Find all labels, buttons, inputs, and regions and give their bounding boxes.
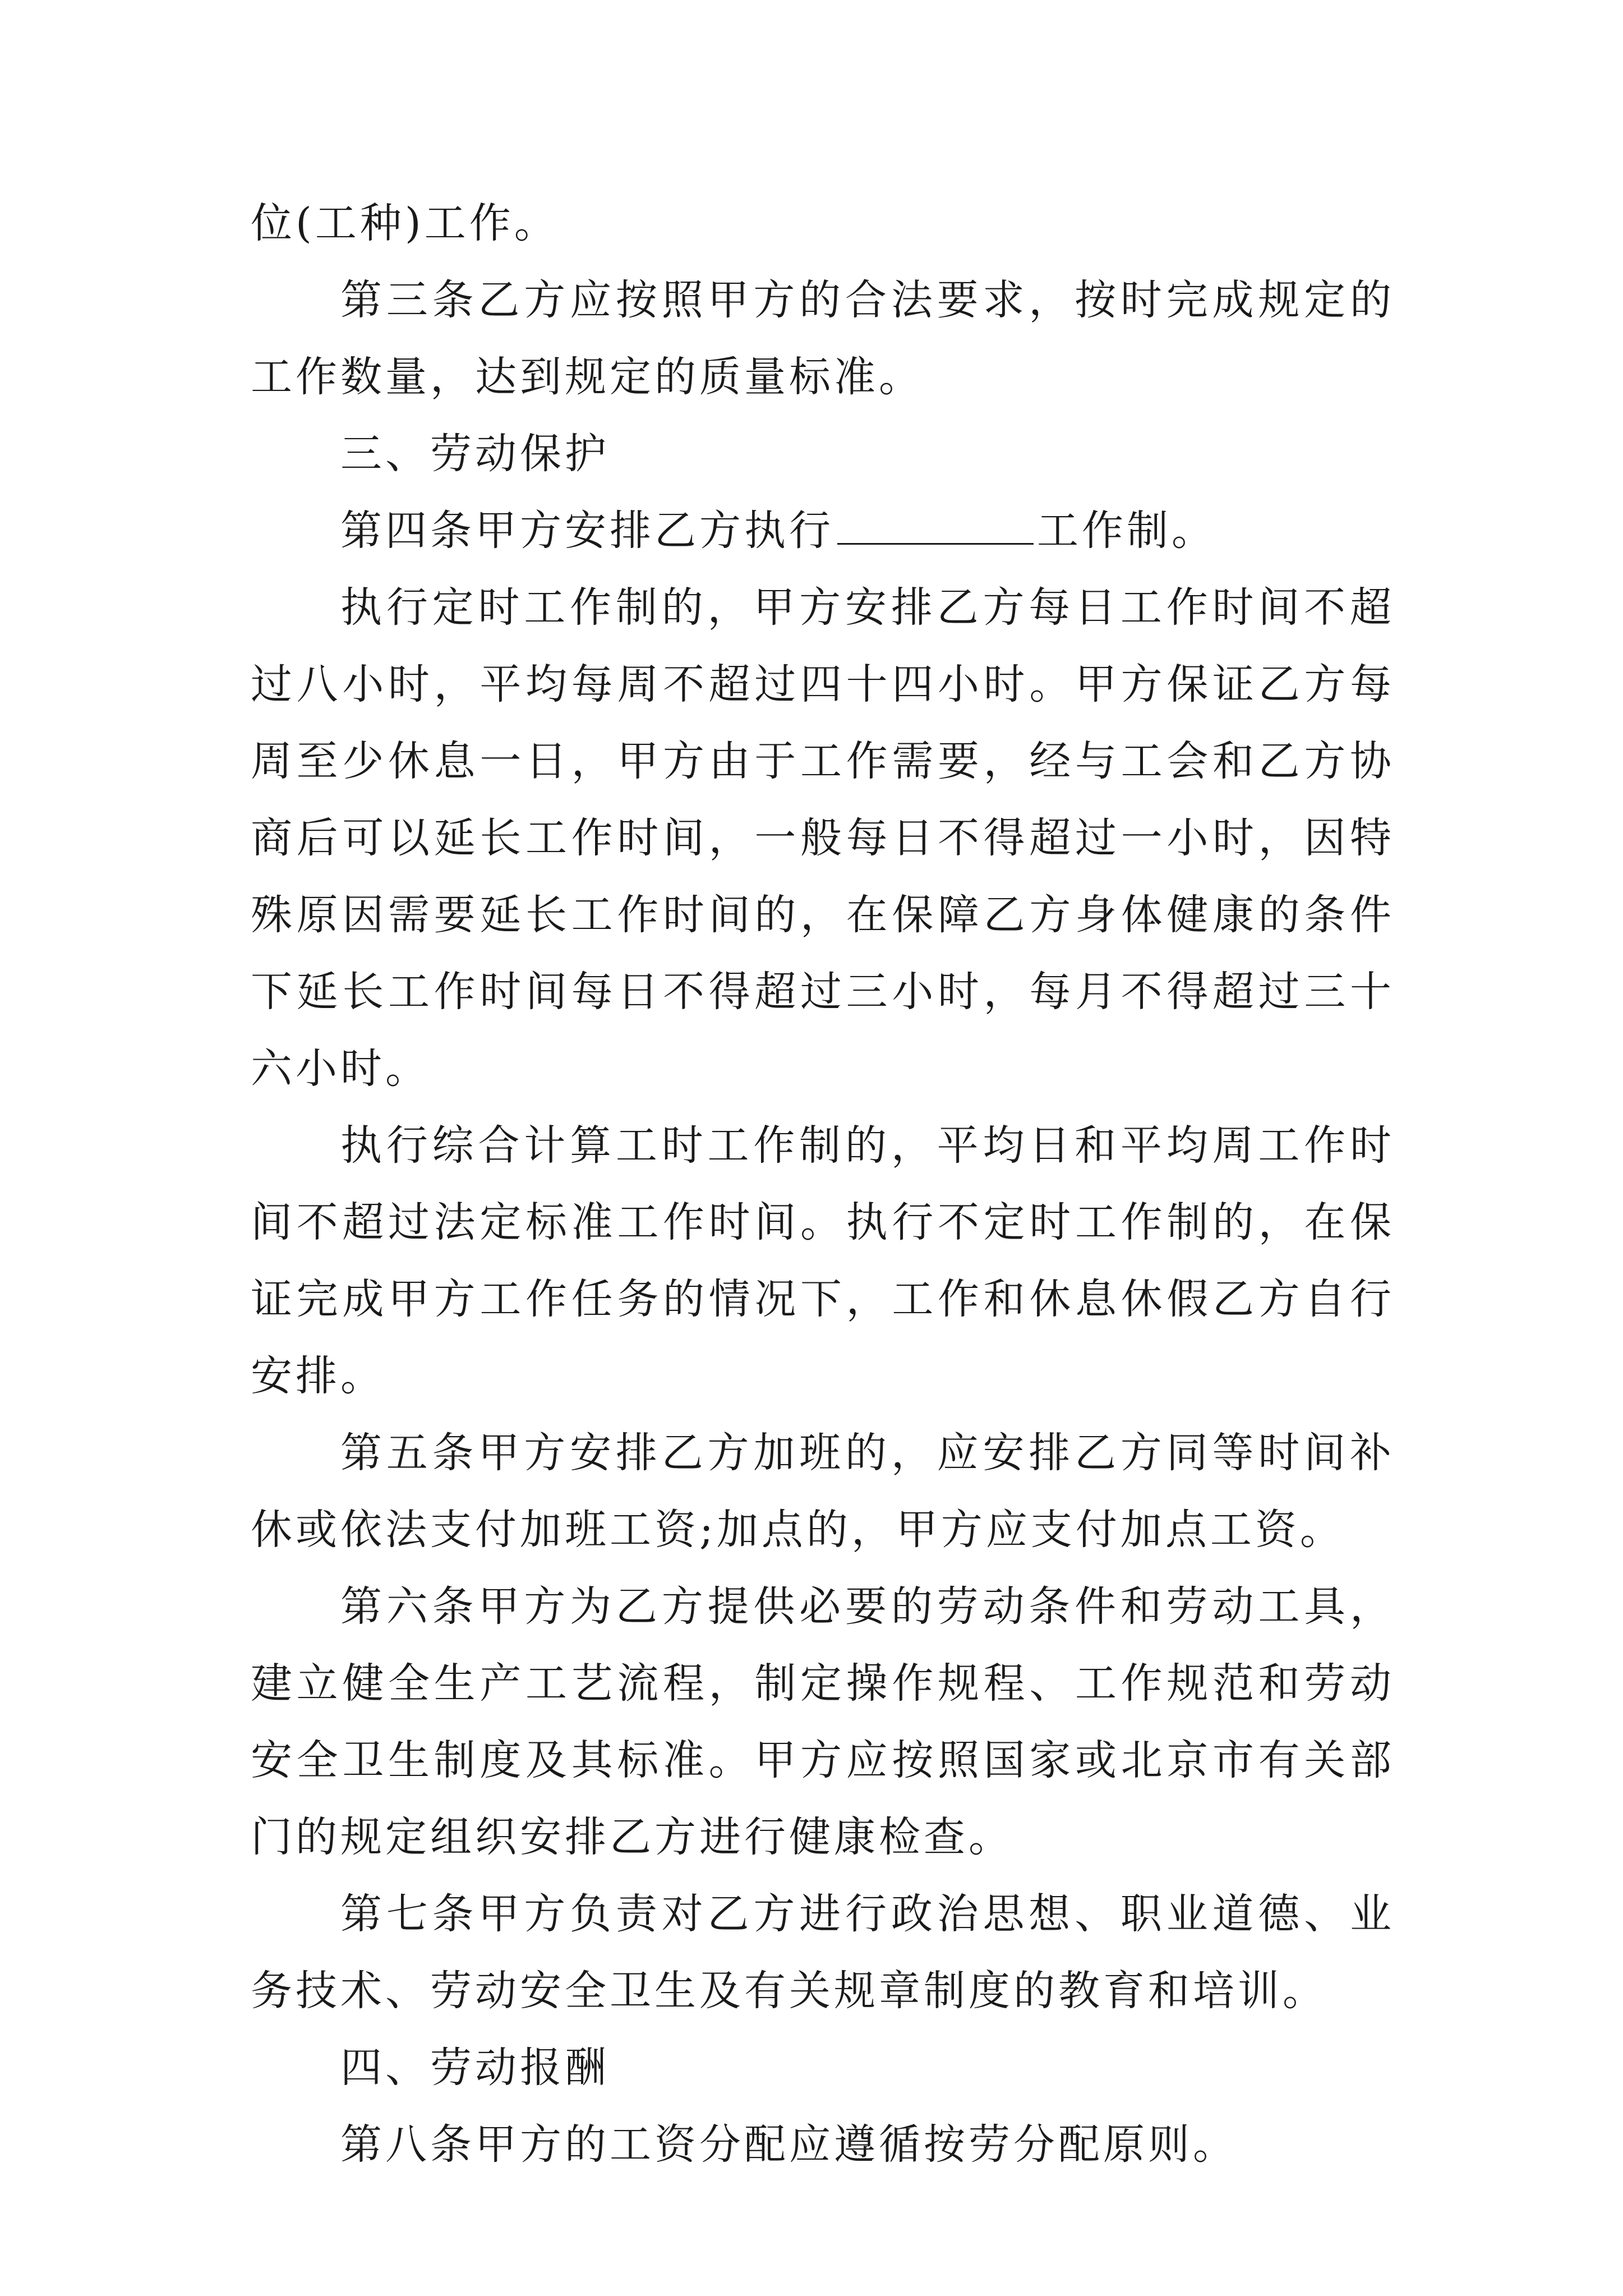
paragraph-article-7: 第七条甲方负责对乙方进行政治思想、职业道德、业务技术、劳动安全卫生及有关规章制度的教育和培训。 [251, 1890, 1395, 2015]
article-4-text-after: 工作制。 [1037, 507, 1216, 555]
section-heading-labor-protection: 三、劳动保护 [340, 430, 610, 478]
section-heading-remuneration: 四、劳动报酬 [340, 2044, 610, 2092]
paragraph-fixed-hours: 执行定时工作制的，甲方安排乙方每日工作时间不超过八小时，平均每周不超过四十四小时。甲方保证乙方每周至少休息一日，甲方由于工作需要，经与工会和乙方协商后可以延长工作时间，一般每日不得超过一小时，因特殊原因需要延长工作时间的，在保障乙方身体健康的条件下延长工作时间每日不得超过三小时，每月不得超过三十六小时。 [251, 583, 1395, 1093]
article-4-text-before: 第四条甲方安排乙方执行 [340, 507, 834, 555]
document-body [251, 185, 1395, 2183]
paragraph-continuation: 位(工种)工作。 [251, 199, 559, 247]
paragraph-article-8: 第八条甲方的工资分配应遵循按劳分配原则。 [340, 2120, 1238, 2169]
paragraph-comprehensive-hours: 执行综合计算工时工作制的，平均日和平均周工作时间不超过法定标准工作时间。执行不定时工作制的，在保证完成甲方工作任务的情况下，工作和休息休假乙方自行安排。 [251, 1121, 1395, 1400]
fill-in-blank[interactable] [837, 504, 1034, 545]
paragraph-article-3: 第三条乙方应按照甲方的合法要求，按时完成规定的工作数量，达到规定的质量标准。 [251, 276, 1395, 401]
paragraph-article-5: 第五条甲方安排乙方加班的，应安排乙方同等时间补休或依法支付加班工资;加点的，甲方应支付加点工资。 [251, 1429, 1395, 1554]
paragraph-article-4 [251, 493, 1395, 569]
paragraph-article-6: 第六条甲方为乙方提供必要的劳动条件和劳动工具，建立健全生产工艺流程，制定操作规程、工作规范和劳动安全卫生制度及其标准。甲方应按照国家或北京市有关部门的规定组织安排乙方进行健康检查。 [251, 1582, 1395, 1861]
